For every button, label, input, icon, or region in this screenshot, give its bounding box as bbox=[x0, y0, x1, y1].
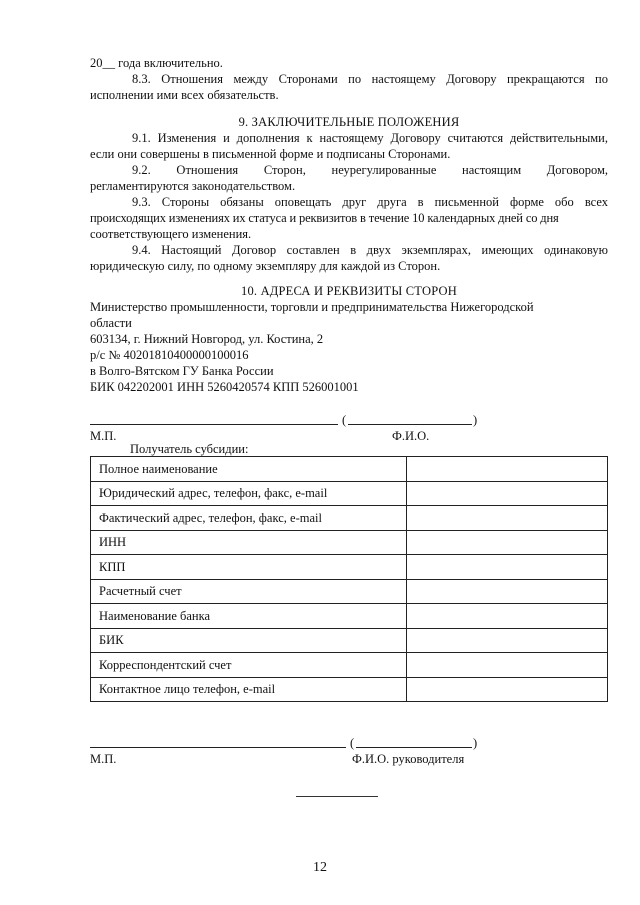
row-label: Контактное лицо телефон, e-mail bbox=[91, 677, 407, 702]
clause-9-3-line2: происходящих изменениях их статуса и реквизитов в течение 10 календарных дней со дня bbox=[90, 211, 559, 225]
signature-line-recipient bbox=[90, 747, 346, 748]
section-10-heading: 10. АДРЕСА И РЕКВИЗИТЫ СТОРОН bbox=[241, 284, 457, 298]
fio-line-ministry bbox=[348, 424, 472, 425]
fio-open-paren-recipient: ( bbox=[350, 736, 355, 750]
stamp-label-recipient: М.П. bbox=[90, 752, 117, 766]
row-label: Фактический адрес, телефон, факс, e-mail bbox=[91, 506, 407, 531]
row-value-cell bbox=[407, 481, 608, 506]
recipient-title: Получатель субсидии: bbox=[130, 442, 249, 456]
fio-close-paren: ) bbox=[473, 413, 478, 427]
signature-line-ministry bbox=[90, 424, 338, 425]
table-row bbox=[91, 481, 608, 506]
ministry-ids: БИК 042202001 ИНН 5260420574 КПП 526001001 bbox=[90, 380, 359, 394]
table-row bbox=[91, 604, 608, 629]
row-label: ИНН bbox=[91, 530, 407, 555]
clause-9-2-line2: регламентируются законодательством. bbox=[90, 179, 296, 193]
ministry-name-line2: области bbox=[90, 316, 132, 330]
row-label: Юридический адрес, телефон, факс, e-mail bbox=[91, 481, 407, 506]
row-label: Расчетный счет bbox=[91, 579, 407, 604]
fio-label-recipient: Ф.И.О. руководителя bbox=[352, 752, 465, 766]
clause-9-2-line1: 9.2. Отношения Сторон, неурегулированные настоящим Договором, bbox=[132, 163, 608, 177]
page-number: 12 bbox=[313, 860, 327, 875]
clause-8-3-line1: 8.3. Отношения между Сторонами по настоящему Договору прекращаются по bbox=[132, 72, 608, 86]
clause-9-3-line1: 9.3. Стороны обязаны оповещать друг друга в письменной форме обо всех bbox=[132, 195, 608, 209]
table-row bbox=[91, 628, 608, 653]
section-9-heading: 9. ЗАКЛЮЧИТЕЛЬНЫЕ ПОЛОЖЕНИЯ bbox=[238, 115, 460, 129]
row-value-cell bbox=[407, 506, 608, 531]
recipient-requisites-table bbox=[90, 456, 608, 702]
clause-9-1-line2: если они совершены в письменной форме и подписаны Сторонами. bbox=[90, 147, 451, 161]
ministry-bank: в Волго-Вятском ГУ Банка России bbox=[90, 364, 274, 378]
row-value-cell bbox=[407, 604, 608, 629]
end-rule bbox=[296, 796, 378, 797]
fio-close-paren-recipient: ) bbox=[473, 736, 478, 750]
row-value-cell bbox=[407, 628, 608, 653]
stamp-label-ministry: М.П. bbox=[90, 429, 117, 443]
ministry-address: 603134, г. Нижний Новгород, ул. Костина, 2 bbox=[90, 332, 324, 346]
table-row bbox=[91, 457, 608, 482]
table-row bbox=[91, 555, 608, 580]
fio-line-recipient bbox=[356, 747, 472, 748]
fio-open-paren: ( bbox=[342, 413, 347, 427]
row-label: Корреспондентский счет bbox=[91, 653, 407, 678]
clause-9-4-line1: 9.4. Настоящий Договор составлен в двух экземплярах, имеющих одинаковую bbox=[132, 243, 608, 257]
table-row bbox=[91, 506, 608, 531]
deadline-line: 20__ года включительно. bbox=[90, 56, 223, 70]
clause-9-4-line2: юридическую силу, по одному экземпляру для каждой из Сторон. bbox=[90, 259, 441, 273]
clause-9-3-line3: соответствующего изменения. bbox=[90, 227, 252, 241]
row-value-cell bbox=[407, 579, 608, 604]
fio-label-ministry: Ф.И.О. bbox=[392, 429, 430, 443]
clause-9-1-line1: 9.1. Изменения и дополнения к настоящему Договору считаются действительными, bbox=[132, 131, 608, 145]
table-row bbox=[91, 653, 608, 678]
clause-8-3-line2: исполнении ими всех обязательств. bbox=[90, 88, 279, 102]
ministry-account: р/с № 40201810400000100016 bbox=[90, 348, 249, 362]
row-value-cell bbox=[407, 457, 608, 482]
row-label: КПП bbox=[91, 555, 407, 580]
row-value-cell bbox=[407, 530, 608, 555]
row-label: Полное наименование bbox=[91, 457, 407, 482]
row-label: Наименование банка bbox=[91, 604, 407, 629]
row-value-cell bbox=[407, 653, 608, 678]
ministry-name-line1: Министерство промышленности, торговли и предпринимательства Нижегородской bbox=[90, 300, 534, 314]
row-value-cell bbox=[407, 677, 608, 702]
table-row bbox=[91, 677, 608, 702]
row-value-cell bbox=[407, 555, 608, 580]
table-row bbox=[91, 579, 608, 604]
row-label: БИК bbox=[91, 628, 407, 653]
table-row bbox=[91, 530, 608, 555]
